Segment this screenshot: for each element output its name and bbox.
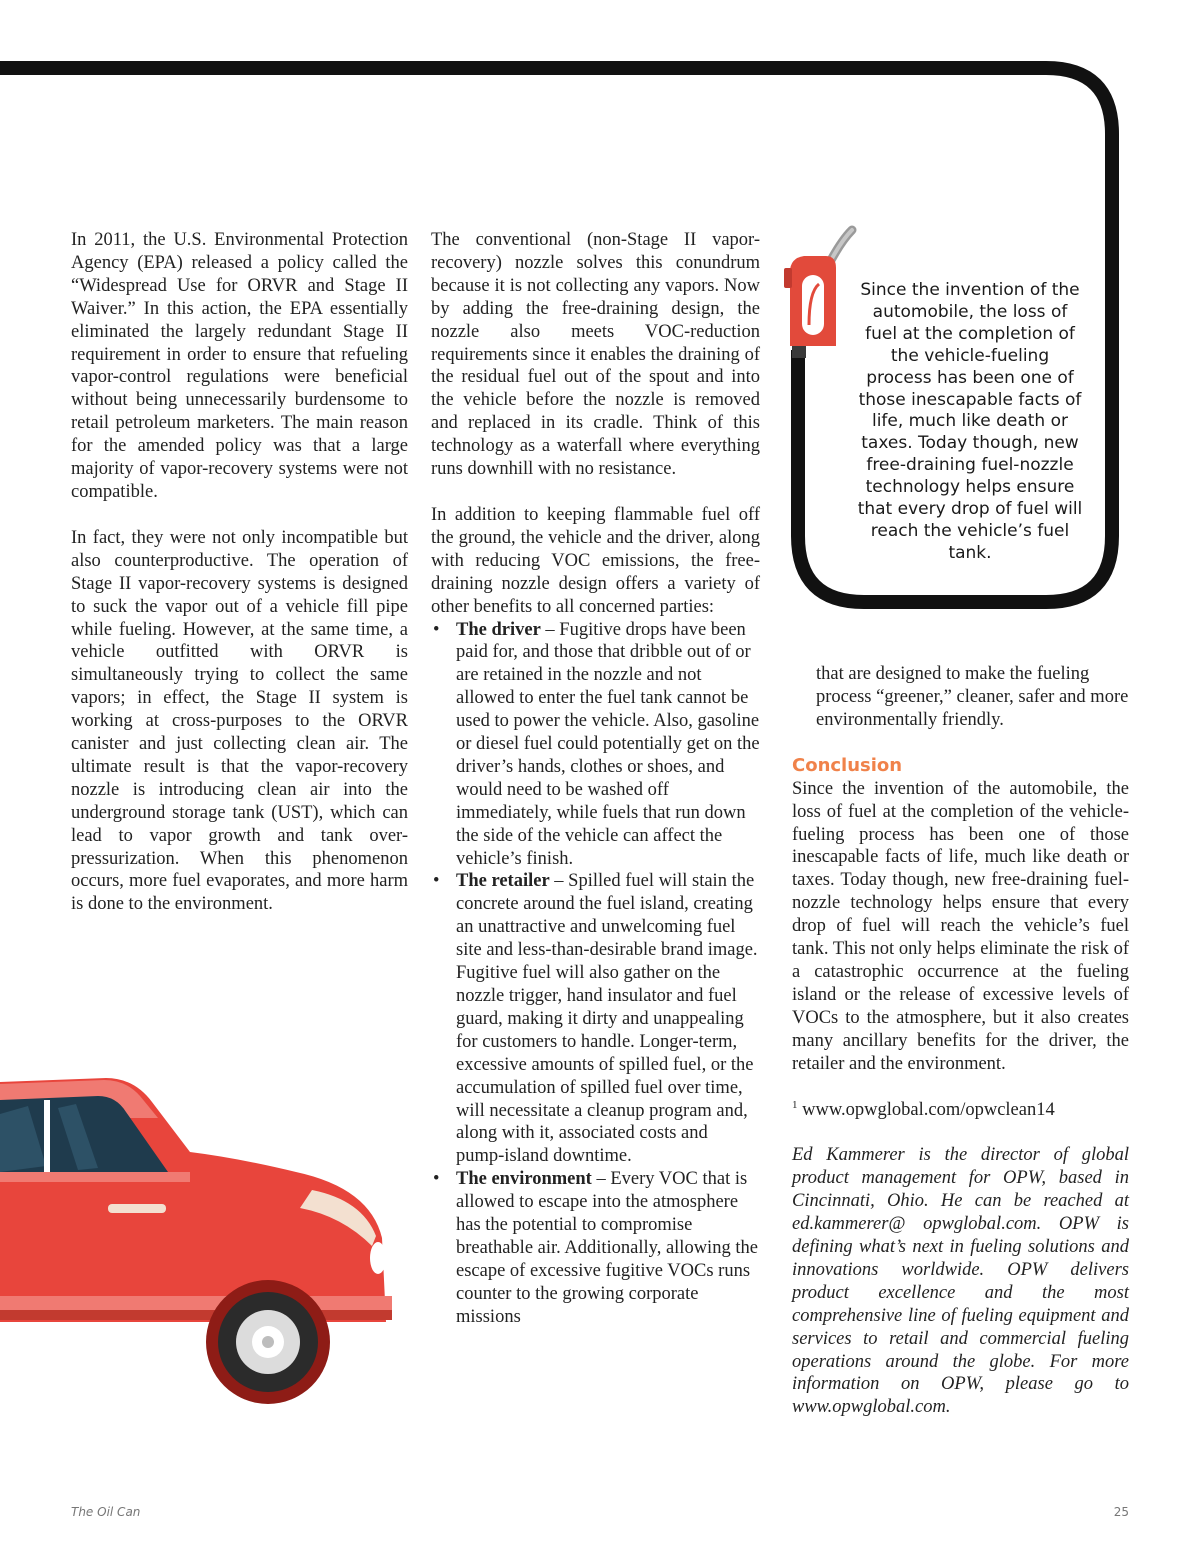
- article-column-1: [71, 229, 408, 939]
- paragraph-continuation: that are designed to make the fueling process “greener,” cleaner, safer and more environmentally friendly.: [816, 664, 1129, 730]
- list-item: [431, 1168, 760, 1328]
- red-car-illustration: [0, 1060, 400, 1410]
- article-column-3: [792, 663, 1129, 1442]
- author-bio: Ed Kammerer is the director of global product management for OPW, based in Cincinnati, Ohio. He can be reached at ed.kammerer@ opwglobal.com. OPW is defining what’s next in fueling solutions and innovations worldwide. OPW delivers product excellence and the most comprehensive line of fueling equipment and services to retail and commercial fueling operations around the globe. For more information on OPW, please go to www.opwglobal.com.: [792, 1145, 1129, 1418]
- footnote: [792, 1099, 1129, 1122]
- fuel-nozzle-icon: [784, 230, 852, 358]
- list-item: [431, 870, 760, 1168]
- bullet-term: The driver: [456, 619, 541, 640]
- bullet-text: – Every VOC that is allowed to escape into the atmosphere has the potential to compromise breathable air. Additionally, allowing the escape of excessive fugitive VOCs runs counter to the growing corporate missions: [456, 1169, 758, 1327]
- paragraph: In fact, they were not only incompatible but also counterproductive. The operation of Stage II vapor-recovery systems is designed to suck the vapor out of a vehicle fill pipe while fueling. However, at the same time, a vehicle outfitted with ORVR is simultaneously trying to collect the same vapors; in effect, the Stage II system is working at cross-purposes to the ORVR canister and just collecting clean air. The ultimate result is that the vapor-recovery nozzle is introducing clean air into the underground storage tank (UST), which can lead to vapor growth and tank over-pressurization. When this phenomenon occurs, more fuel evaporates, and more harm is done to the environment.: [71, 527, 408, 915]
- pull-quote: Since the invention of the automobile, the loss of fuel at the completion of the vehicle-fueling process has been one of those inescapable facts of life, much like death or taxes. Today though, new free-draining fuel-nozzle technology helps ensure that every drop of fuel will reach the vehicle’s fuel tank.: [857, 280, 1083, 563]
- article-column-2: [431, 229, 760, 1329]
- conclusion-heading: Conclusion: [792, 754, 903, 776]
- publication-name: The Oil Can: [71, 1505, 141, 1519]
- footnote-number: 1: [792, 1098, 798, 1111]
- bullet-text: – Fugitive drops have been paid for, and those that dribble out of or are retained in the nozzle and not allowed to enter the fuel tank cannot be used to power the vehicle. Also, gasoline or diesel fuel could potentially get on the driver’s hands, clothes or shoes, and would need to be washed off immediately, while fuels that run down the side of the vehicle can affect the vehicle’s finish.: [456, 619, 760, 869]
- page-number: 25: [1113, 1505, 1129, 1519]
- list-item: [431, 619, 760, 871]
- paragraph: The conventional (non-Stage II vapor-recovery) nozzle solves this conundrum because it is not collecting any vapors. Now by adding the free-draining design, the nozzle also meets VOC-reduction requirements since it enables the draining of the residual fuel out of the spout and into the vehicle before the nozzle is removed and replaced in its cradle. Think of this technology as a waterfall where everything runs downhill with no resistance.: [431, 230, 760, 480]
- paragraph: In 2011, the U.S. Environmental Protection Agency (EPA) released a policy called the “Widespread Use for ORVR and Stage II Waiver.” In this action, the EPA essentially eliminated the largely redundant Stage II requirement in order to ensure that refueling vapor-control regulations were beneficial without being unnecessarily burdensome to retail petroleum marketers. The main reason for the amended policy was that a large majority of vapor-recovery systems were not compatible.: [71, 230, 408, 502]
- paragraph: In addition to keeping flammable fuel off the ground, the vehicle and the driver, along with reducing VOC emissions, the free-draining nozzle design offers a variety of other benefits to all concerned parties:: [431, 504, 760, 617]
- benefits-list: [431, 619, 760, 1329]
- bullet-term: The environment: [456, 1169, 592, 1190]
- footnote-link: www.opwglobal.com/opwclean14: [797, 1099, 1055, 1120]
- paragraph: Since the invention of the automobile, the loss of fuel at the completion of the vehicle-fueling process has been one of those inescapable facts of life, much like death or taxes. Today though, new free-draining fuel-nozzle technology helps ensure that every drop of fuel will reach the vehicle’s fuel tank. This not only helps eliminate the risk of a catastrophic occurrence at the fueling island or the release of excessive levels of VOCs to the atmosphere, but it also creates many ancillary benefits for the driver, the retailer and the environment.: [792, 778, 1129, 1074]
- bullet-text: – Spilled fuel will stain the concrete around the fuel island, creating an unattractive and unwelcoming fuel site and less-than-desirable brand image. Fugitive fuel will also gather on the nozzle trigger, hand insulator and fuel guard, making it dirty and unappealing for customers to handle. Longer-term, excessive amounts of spilled fuel, or the accumulation of spilled fuel over time, will necessitate a cleanup program and, along with it, associated costs and pump-island downtime.: [456, 871, 758, 1167]
- bullet-term: The retailer: [456, 871, 550, 892]
